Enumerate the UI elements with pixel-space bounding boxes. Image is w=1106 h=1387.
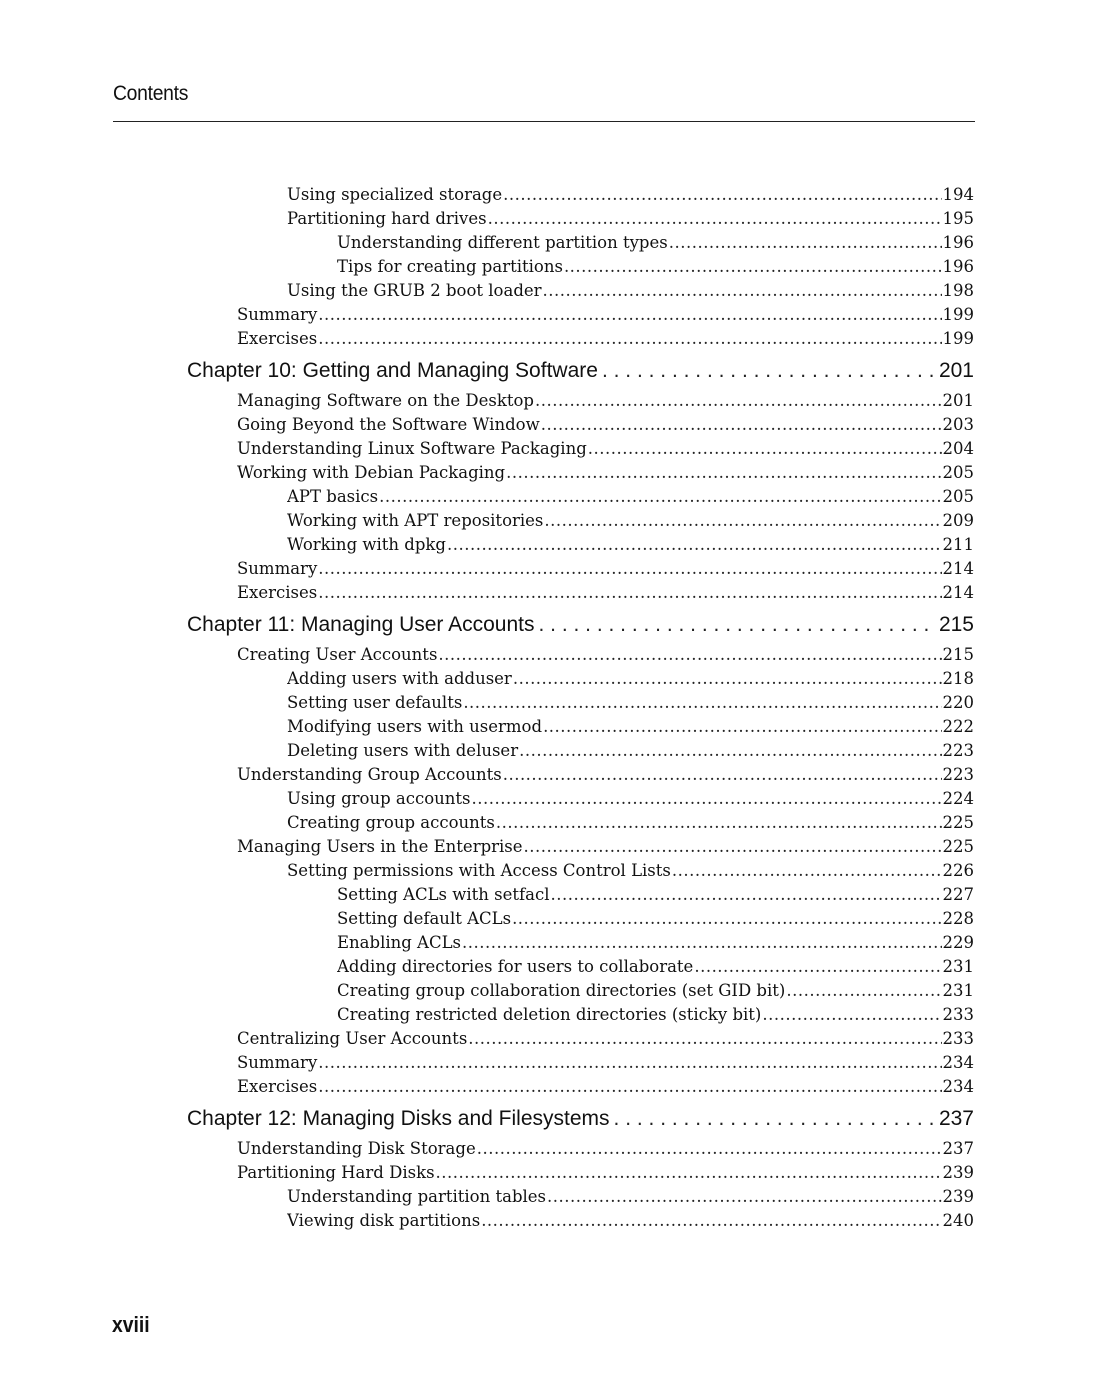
toc-entry <box>237 327 974 351</box>
dot-leader <box>496 811 942 835</box>
toc-entry-title: Working with Debian Packaging <box>237 463 506 482</box>
toc-entry <box>287 183 974 207</box>
toc-page-number: 239 <box>942 1163 974 1182</box>
toc-page-number: 239 <box>942 1187 974 1206</box>
toc-page-number: 231 <box>942 957 974 976</box>
dot-leader <box>564 255 942 279</box>
dot-leader <box>672 859 942 883</box>
toc-entry <box>237 1161 974 1185</box>
toc-page-number: 199 <box>942 329 974 348</box>
toc-page-number: 201 <box>942 391 974 410</box>
chapter-title: Chapter 11: Managing User Accounts <box>187 613 535 636</box>
toc-entry-title: Summary <box>237 1053 318 1072</box>
toc-entry-title: Viewing disk partitions <box>287 1211 481 1230</box>
toc-page-number: 220 <box>942 693 974 712</box>
dot-leader <box>481 1209 941 1233</box>
toc-entry <box>287 859 974 883</box>
toc-entry <box>237 557 974 581</box>
toc-entry <box>237 437 974 461</box>
toc-entry-title: Setting ACLs with setfacl <box>337 885 550 904</box>
dot-leader <box>477 1137 942 1161</box>
dot-leader <box>318 327 941 351</box>
toc-entry <box>337 907 974 931</box>
dot-leader <box>488 207 942 231</box>
toc-entry-title: Going Beyond the Software Window <box>237 415 540 434</box>
toc-entry-title: Exercises <box>237 583 318 602</box>
toc-entry-title: Creating group accounts <box>287 813 495 832</box>
running-head-title: Contents <box>113 82 189 105</box>
toc-entry <box>237 763 974 787</box>
toc-entry-title: Using specialized storage <box>287 185 503 204</box>
dot-leader <box>762 1003 941 1027</box>
dot-leader <box>512 907 941 931</box>
toc-entry <box>287 715 974 739</box>
dot-leader <box>541 413 942 437</box>
toc-entry-title: Summary <box>237 559 318 578</box>
dot-leader <box>318 557 941 581</box>
toc-entry-title: Creating group collaboration directories (set GID bit) <box>337 981 786 1000</box>
toc-entry <box>287 1209 974 1233</box>
toc-entry-title: Understanding Linux Software Packaging <box>237 439 587 458</box>
toc-page-number: 205 <box>942 487 974 506</box>
toc-entry-title: Understanding Disk Storage <box>237 1139 476 1158</box>
toc-chapter-entry <box>187 1105 974 1133</box>
dot-leader <box>544 509 941 533</box>
dot-leader <box>472 787 942 811</box>
toc-entry-title: Setting default ACLs <box>337 909 512 928</box>
dot-leader <box>694 955 941 979</box>
toc-entry <box>287 691 974 715</box>
toc-page-number: 234 <box>942 1053 974 1072</box>
toc-entry <box>337 931 974 955</box>
toc-entry <box>337 255 974 279</box>
toc-page-number: 215 <box>938 613 974 636</box>
toc-entry-title: Creating User Accounts <box>237 645 438 664</box>
dot-leader <box>669 231 942 255</box>
toc-page-number: 199 <box>942 305 974 324</box>
toc-page-number: 196 <box>942 257 974 276</box>
toc-chapter-entry <box>187 357 974 385</box>
dot-leader <box>379 485 941 509</box>
chapter-title: Chapter 12: Managing Disks and Filesystems <box>187 1107 610 1130</box>
toc-page-number: 195 <box>942 209 974 228</box>
toc-entry <box>237 461 974 485</box>
toc-entry <box>287 1185 974 1209</box>
toc-page-number: 223 <box>942 741 974 760</box>
toc-entry <box>237 581 974 605</box>
toc-entry-title: Partitioning hard drives <box>287 209 487 228</box>
toc-entry-title: Working with dpkg <box>287 535 446 554</box>
toc-page-number: 214 <box>942 559 974 578</box>
toc-page-number: 237 <box>938 1107 974 1130</box>
toc-page-number: 237 <box>942 1139 974 1158</box>
toc-entry <box>237 643 974 667</box>
toc-entry-title: Enabling ACLs <box>337 933 462 952</box>
toc-entry-title: Working with APT repositories <box>287 511 544 530</box>
toc-entry-title: Exercises <box>237 1077 318 1096</box>
toc-page-number: 209 <box>942 511 974 530</box>
dot-leader <box>513 667 942 691</box>
toc-entry <box>237 1051 974 1075</box>
dot-leader <box>588 437 942 461</box>
dot-leader <box>614 1105 935 1133</box>
toc-page-number: 231 <box>942 981 974 1000</box>
toc-entry-title: Partitioning Hard Disks <box>237 1163 435 1182</box>
dot-leader <box>503 763 942 787</box>
dot-leader <box>786 979 941 1003</box>
dot-leader <box>318 303 941 327</box>
toc-entry-title: Managing Software on the Desktop <box>237 391 534 410</box>
toc-entry-title: Adding users with adduser <box>287 669 512 688</box>
dot-leader <box>519 739 941 763</box>
toc-page-number: 218 <box>942 669 974 688</box>
dot-leader <box>550 883 941 907</box>
dot-leader <box>538 611 934 639</box>
toc-entry <box>287 207 974 231</box>
toc-page-number: 225 <box>942 837 974 856</box>
toc-page-number: 224 <box>942 789 974 808</box>
dot-leader <box>318 1075 941 1099</box>
toc-entry <box>287 739 974 763</box>
dot-leader <box>438 643 941 667</box>
toc-entry-title: Modifying users with usermod <box>287 717 543 736</box>
page-number: xviii <box>112 1312 150 1337</box>
toc-entry-title: Centralizing User Accounts <box>237 1029 468 1048</box>
toc-page-number: 233 <box>942 1029 974 1048</box>
toc-entry <box>337 883 974 907</box>
toc-page-number: 205 <box>942 463 974 482</box>
toc-entry <box>337 231 974 255</box>
toc-entry-title: Tips for creating partitions <box>337 257 563 276</box>
toc-page-number: 203 <box>942 415 974 434</box>
toc-page-number: 196 <box>942 233 974 252</box>
dot-leader <box>436 1161 942 1185</box>
dot-leader <box>543 279 942 303</box>
toc-entry-title: Exercises <box>237 329 318 348</box>
toc-entry <box>287 279 974 303</box>
toc-entry-title: Adding directories for users to collaborate <box>337 957 694 976</box>
toc-page-number: 228 <box>942 909 974 928</box>
toc-entry <box>287 485 974 509</box>
dot-leader <box>462 931 941 955</box>
dot-leader <box>318 581 941 605</box>
toc-page-number: 223 <box>942 765 974 784</box>
toc-page-number: 225 <box>942 813 974 832</box>
toc-entry-title: Setting user defaults <box>287 693 463 712</box>
toc-entry <box>337 979 974 1003</box>
toc-entry <box>287 787 974 811</box>
dot-leader <box>524 835 942 859</box>
toc-chapter-entry <box>187 611 974 639</box>
toc-entry <box>237 1027 974 1051</box>
toc-entry <box>237 1137 974 1161</box>
toc-entry-title: Understanding partition tables <box>287 1187 547 1206</box>
toc-entry-title: Deleting users with deluser <box>287 741 519 760</box>
toc-entry-title: Using the GRUB 2 boot loader <box>287 281 542 300</box>
toc-entry-title: Creating restricted deletion directories (sticky bit) <box>337 1005 762 1024</box>
dot-leader <box>543 715 941 739</box>
toc-entry <box>287 509 974 533</box>
dot-leader <box>547 1185 941 1209</box>
dot-leader <box>468 1027 941 1051</box>
dot-leader <box>463 691 941 715</box>
dot-leader <box>602 357 935 385</box>
toc-entry <box>237 1075 974 1099</box>
toc-entry-title: Understanding Group Accounts <box>237 765 502 784</box>
toc-page-number: 240 <box>942 1211 974 1230</box>
dot-leader <box>503 183 941 207</box>
toc-entry <box>287 533 974 557</box>
toc-page-number: 222 <box>942 717 974 736</box>
toc-entry <box>237 389 974 413</box>
dot-leader <box>447 533 942 557</box>
toc-entry <box>337 1003 974 1027</box>
toc-page-number: 215 <box>942 645 974 664</box>
toc-page-number: 214 <box>942 583 974 602</box>
dot-leader <box>506 461 941 485</box>
toc-entry <box>237 835 974 859</box>
toc-entry <box>237 413 974 437</box>
toc-page-number: 211 <box>942 535 974 554</box>
toc-entry-title: Setting permissions with Access Control Lists <box>287 861 671 880</box>
toc-entry <box>287 667 974 691</box>
header-rule <box>113 121 975 122</box>
toc-entry-title: Understanding different partition types <box>337 233 668 252</box>
toc-page-number: 233 <box>942 1005 974 1024</box>
toc-page-number: 227 <box>942 885 974 904</box>
chapter-title: Chapter 10: Getting and Managing Software <box>187 359 598 382</box>
toc-entry <box>237 303 974 327</box>
toc-page-number: 229 <box>942 933 974 952</box>
dot-leader <box>318 1051 941 1075</box>
toc-page-number: 194 <box>942 185 974 204</box>
toc-entry-title: APT basics <box>287 487 379 506</box>
toc-entry <box>337 955 974 979</box>
toc-entry <box>287 811 974 835</box>
dot-leader <box>535 389 942 413</box>
toc-page-number: 198 <box>942 281 974 300</box>
toc-entry-title: Summary <box>237 305 318 324</box>
toc-page-number: 226 <box>942 861 974 880</box>
toc-page-number: 234 <box>942 1077 974 1096</box>
toc-page-number: 204 <box>942 439 974 458</box>
toc-page-number: 201 <box>938 359 974 382</box>
toc-entry-title: Managing Users in the Enterprise <box>237 837 523 856</box>
toc-entry-title: Using group accounts <box>287 789 471 808</box>
